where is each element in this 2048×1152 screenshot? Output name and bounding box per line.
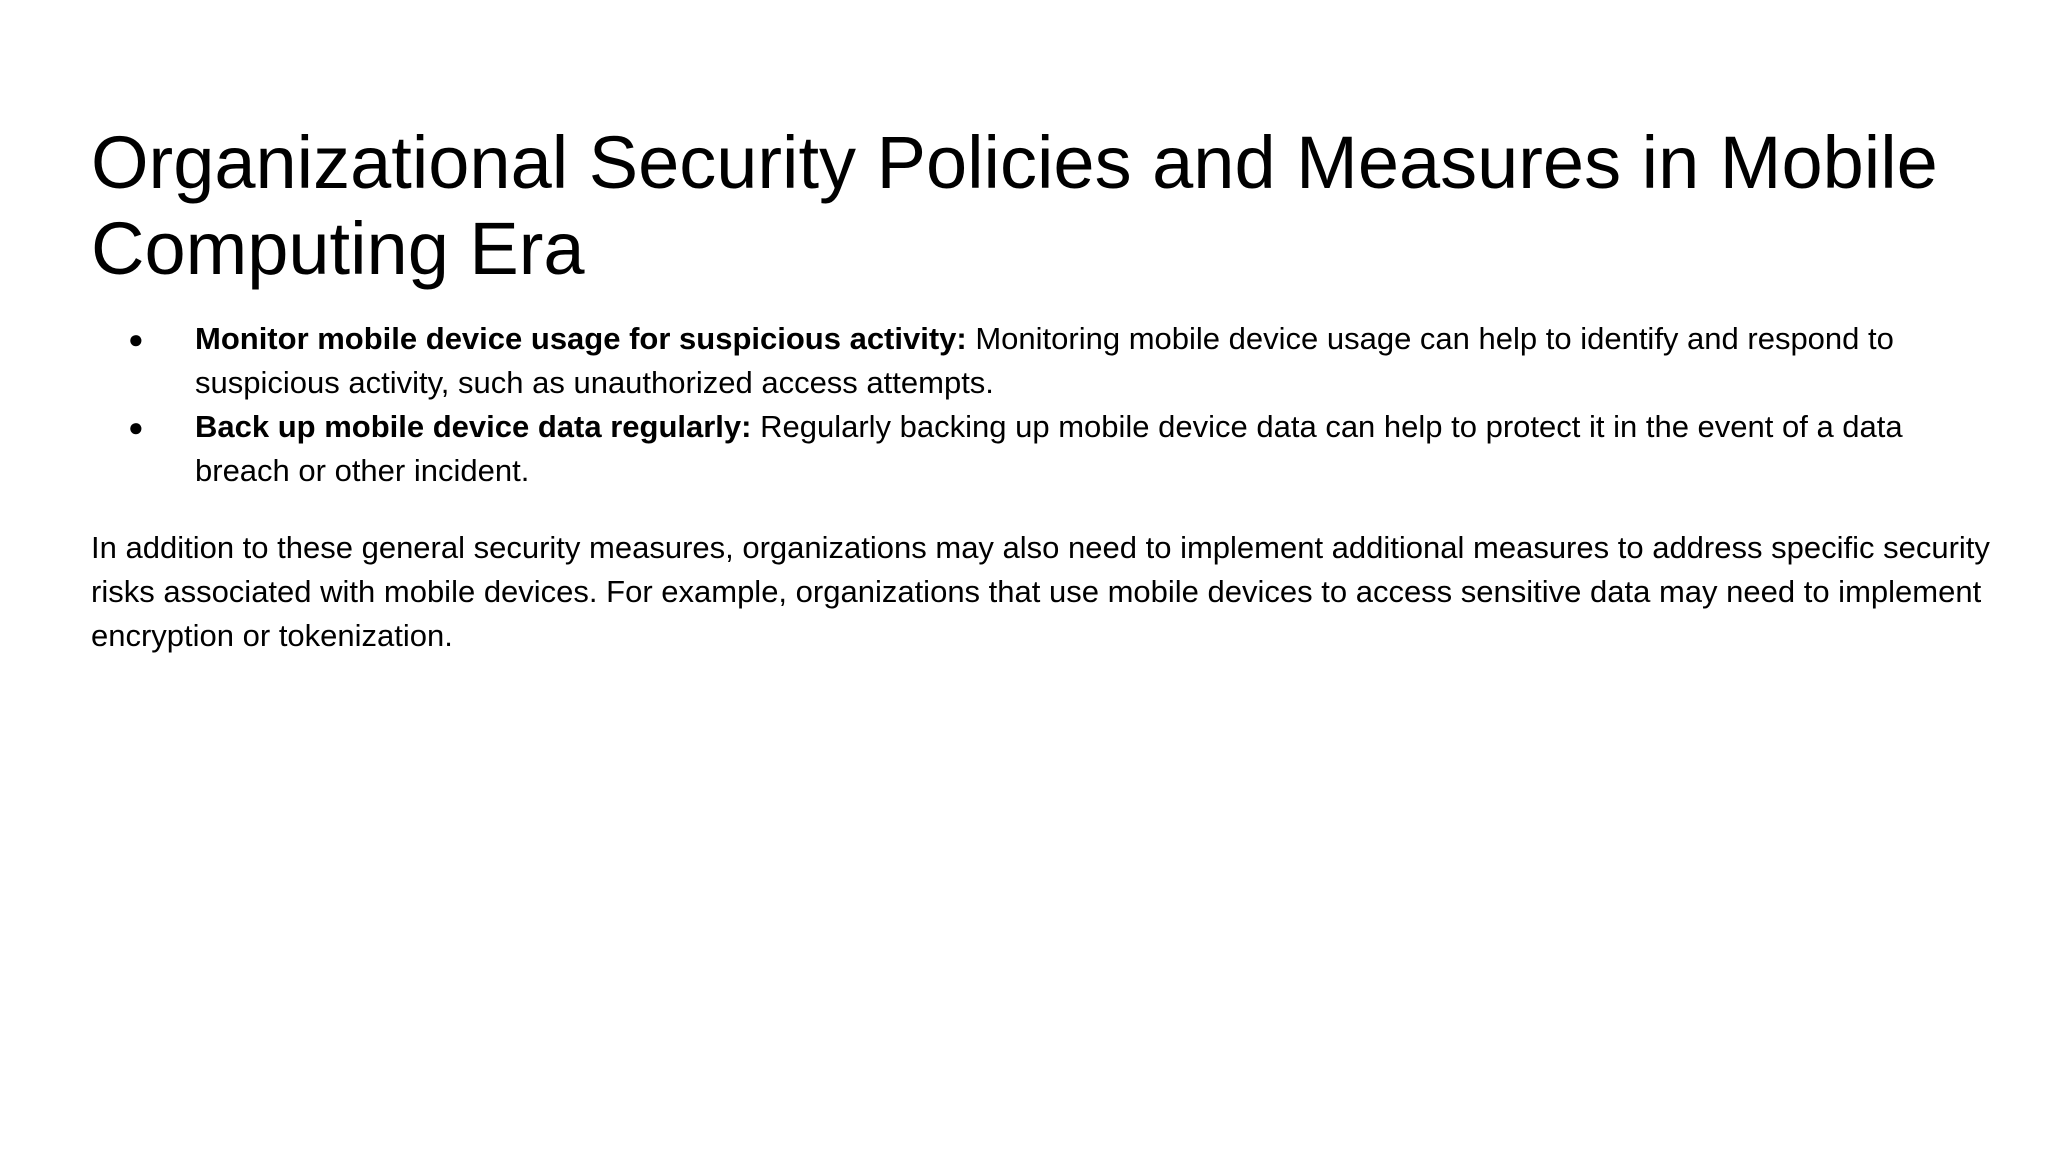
bullet-item-monitor-usage xyxy=(91,317,1971,405)
bullet-item-backup-data xyxy=(91,405,1971,493)
body-paragraph: In addition to these general security measures, organizations may also need to implement additional measures to address specific security risks associated with mobile devices. For example, organizations that use mobile devices to access sensitive data may need to implement encryption or tokenization. xyxy=(91,530,1990,653)
bullet-icon: ● xyxy=(128,412,144,442)
bullet-text: Regularly backing up mobile device data can help to protect it in the event of a data breach or other incident. xyxy=(195,409,1903,488)
bullet-heading: Monitor mobile device usage for suspicious activity: xyxy=(195,321,967,356)
slide-title: Organizational Security Policies and Measures in Mobile Computing Era xyxy=(91,121,1938,290)
bullet-list xyxy=(91,317,1971,493)
bullet-text: Monitoring mobile device usage can help to identify and respond to suspicious activity, such as unauthorized access attempts. xyxy=(195,321,1894,400)
bullet-heading: Back up mobile device data regularly: xyxy=(195,409,752,444)
bullet-icon: ● xyxy=(128,324,144,354)
